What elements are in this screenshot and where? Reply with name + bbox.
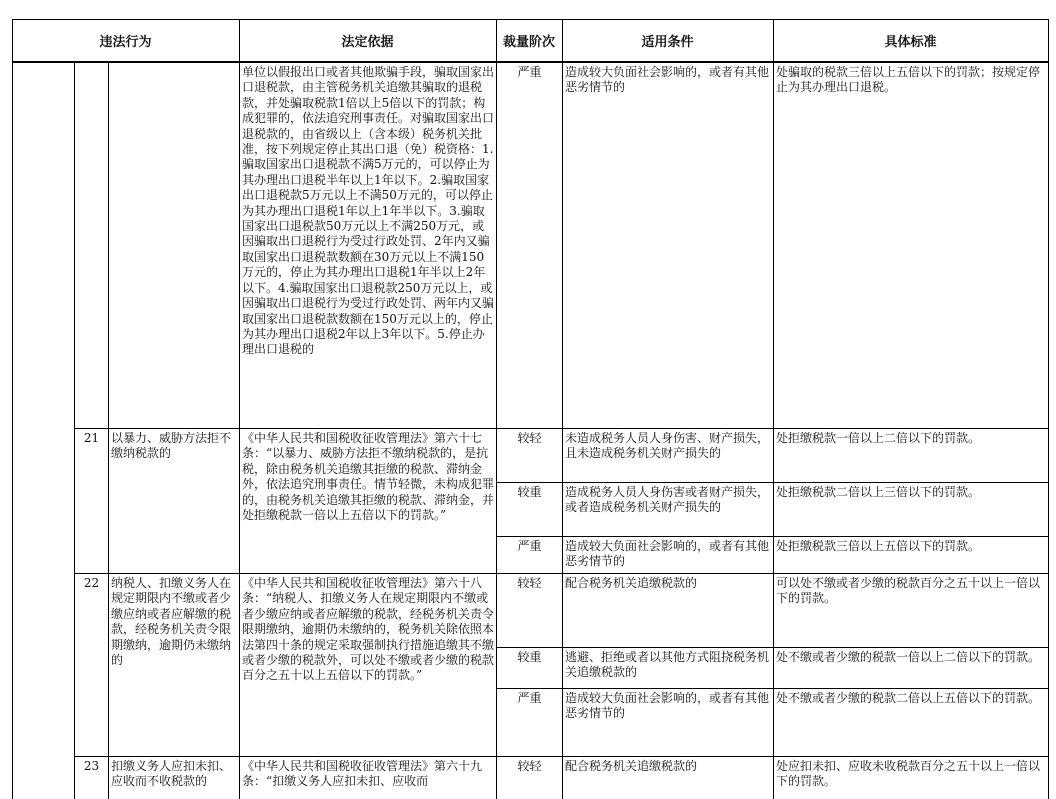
- column-divider: [562, 19, 563, 799]
- row21-standard-3: 处拒缴税款三倍以上五倍以下的罚款。: [776, 539, 981, 553]
- row21-condition-1: 未造成税务人员人身伤害、财产损失，且未造成税务机关财产损失的: [565, 431, 770, 461]
- row22-number: 22: [83, 576, 100, 590]
- row22-condition-2: 逃避、拒绝或者以其他方式阻挠税务机关追缴税款的: [565, 650, 770, 680]
- row22-level-2: 较重: [517, 650, 542, 664]
- row21-level-1: 较轻: [517, 431, 542, 445]
- row21-condition-3: 造成较大负面社会影响的，或者有其他恶劣情节的: [565, 539, 770, 569]
- border-right: [1048, 19, 1049, 799]
- prev-level: 严重: [517, 65, 542, 79]
- header-standard: 具体标准: [884, 35, 937, 50]
- prev-condition: 造成较大负面社会影响的，或者有其他恶劣情节的: [565, 65, 770, 95]
- column-divider: [496, 19, 497, 799]
- row22-behavior: 纳税人、扣缴义务人在规定期限内不缴或者少缴应纳或者应解缴的税款，经税务机关责令限期缴纳，逾期仍未缴纳的: [111, 576, 232, 668]
- row22-basis: 《中华人民共和国税收征收管理法》第六十八条：“纳税人、扣缴义务人在规定期限内不缴或者少缴应纳或者应解缴的税款，经税务机关责令限期缴纳，逾期仍未缴纳的，税务机关除依照本法第四十条的规定采取强制执行措施追缴其不缴或者少缴的税款外，可以处不缴或者少缴的税款百分之五十以上五倍以下的罚款。”: [242, 576, 495, 683]
- row21-level-2: 较重: [517, 485, 542, 499]
- row22-standard-1: 可以处不缴或者少缴的税款百分之五十以上一倍以下的罚款。: [776, 576, 1041, 606]
- header-behavior: 违法行为: [99, 35, 152, 50]
- row21-condition-2: 造成税务人员人身伤害或者财产损失，或者造成税务机关财产损失的: [565, 485, 770, 515]
- row23-condition-1: 配合税务机关追缴税款的: [565, 759, 698, 773]
- header-bottom-border: [12, 61, 1049, 63]
- column-divider: [74, 62, 75, 799]
- row22-level-3: 严重: [517, 691, 542, 705]
- border-left: [12, 19, 13, 799]
- row22-standard-2: 处不缴或者少缴的税款一倍以上二倍以下的罚款。: [776, 650, 1041, 664]
- column-divider: [239, 19, 240, 799]
- row23-basis: 《中华人民共和国税收征收管理法》第六十九条：“扣缴义务人应扣未扣、应收而: [242, 759, 483, 789]
- border-top: [12, 19, 1049, 20]
- row21-number: 21: [83, 431, 100, 445]
- prev-standard: 处骗取的税款三倍以上五倍以下的罚款；按规定停止为其办理出口退税。: [776, 65, 1041, 95]
- header-condition: 适用条件: [641, 35, 694, 50]
- row22-condition-3: 造成较大负面社会影响的，或者有其他恶劣情节的: [565, 691, 770, 721]
- row23-level-1: 较轻: [517, 759, 542, 773]
- prev-basis: 单位以假报出口或者其他欺骗手段，骗取国家出口退税款，由主管税务机关追缴其骗取的退税款，并处骗取税款1倍以上5倍以下的罚款；构成犯罪的，依法追究刑事责任。对骗取国家出口退税款的，由省级以上（含本级）税务机关批准，按下列规定停止其出口退（免）税资格：1.骗取国家出口退税款不满5万元的，可以停止为其办理出口退税半年以上1年以下。2.骗取国家出口退税款5万元以上不满50万元的，可以停止为其办理出口退税1年以上1年半以下。3.骗取国家出口退税款50万元以上不满250万元，或因骗取出口退税行为受过行政处罚、2年内又骗取国家出口退税款数额在30万元以上不满150万元的，停止为其办理出口退税1年半以上2年以下。4.骗取国家出口退税款250万元以上，或因骗取出口退税行为受过行政处罚、两年内又骗取国家出口退税款数额在150万元以上的，停止为其办理出口退税2年以上3年以下。5.停止办理出口退税的: [242, 65, 495, 357]
- row22-level-1: 较轻: [517, 576, 542, 590]
- row22-standard-3: 处不缴或者少缴的税款二倍以上五倍以下的罚款。: [776, 691, 1041, 705]
- row21-behavior: 以暴力、威胁方法拒不缴纳税款的: [111, 431, 232, 461]
- row21-basis: 《中华人民共和国税收征收管理法》第六十七条：“以暴力、威胁方法拒不缴纳税款的，是抗税，除由税务机关追缴其拒缴的税款、滞纳金外，依法追究刑事责任。情节轻微，未构成犯罪的，由税务机关追缴其拒缴的税款、滞纳金，并处拒缴税款一倍以上五倍以下的罚款。”: [242, 431, 495, 523]
- header-basis: 法定依据: [341, 35, 394, 50]
- row21-standard-1: 处拒缴税款一倍以上二倍以下的罚款。: [776, 431, 981, 445]
- row23-behavior: 扣缴义务人应扣未扣、应收而不收税款的: [111, 759, 232, 789]
- row23-standard-1: 处应扣未扣、应收未收税款百分之五十以上一倍以下的罚款。: [776, 759, 1041, 789]
- column-divider: [773, 19, 774, 799]
- header-level: 裁量阶次: [502, 35, 555, 50]
- row21-level-3: 严重: [517, 539, 542, 553]
- row23-number: 23: [83, 759, 100, 773]
- row22-condition-1: 配合税务机关追缴税款的: [565, 576, 698, 590]
- column-divider: [108, 62, 109, 799]
- row21-standard-2: 处拒缴税款二倍以上三倍以下的罚款。: [776, 485, 981, 499]
